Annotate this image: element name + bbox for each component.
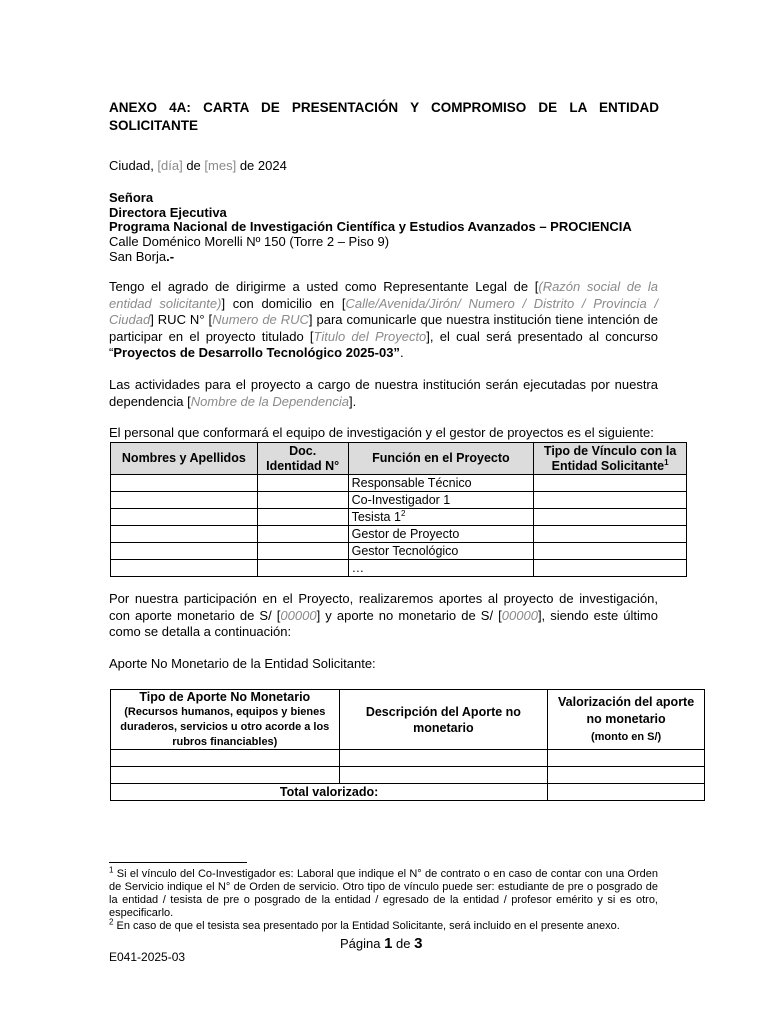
table-row	[111, 475, 687, 492]
header-contribution-type	[111, 690, 340, 750]
month-placeholder: [mes]	[204, 158, 237, 173]
project-title-placeholder: Titulo del Proyecto	[313, 328, 427, 344]
p2-text-2: ].	[348, 393, 357, 409]
p1-text-5: ], el cual será presentado al concurso “	[109, 328, 658, 360]
header-contribution-value-detail: (monto en S/)	[590, 730, 662, 743]
header-contribution-description: Descripción del Aporte no monetario	[339, 690, 548, 750]
recipient-district: San Borja	[109, 249, 167, 264]
role-cell: Co-Investigador 1	[348, 492, 534, 509]
role-cell: Tesista $1^2$	[348, 509, 534, 526]
monetary-amount-placeholder: 00000	[280, 607, 317, 623]
header-link-footnote-ref: 1	[664, 457, 669, 467]
header-role: Función en el Proyecto	[348, 443, 534, 475]
page-total: 3	[414, 935, 423, 952]
header-doc	[257, 443, 348, 475]
footnote-2-text: En caso de que el tesista sea presentado por la Entidad Solicitante, será incluido en el presente anexo.	[116, 920, 620, 932]
paragraph-representation	[109, 279, 658, 362]
footnote-separator	[109, 862, 247, 863]
contribution-table	[110, 689, 705, 801]
paragraph-non-monetary-intro: Aporte No Monetario de la Entidad Solicitante:	[109, 656, 376, 671]
date-prefix: Ciudad,	[109, 158, 158, 173]
table-row	[111, 492, 687, 509]
page-of: de	[392, 936, 415, 951]
team-table-header	[111, 443, 687, 475]
paragraph-contributions	[109, 591, 658, 641]
header-contribution-type-detail: (Recursos humanos, equipos y bienes duraderos, servicios u otro acorde a los rubros financiables)	[120, 706, 330, 748]
contribution-table-header	[111, 690, 705, 750]
document-code: E041-2025-03	[109, 950, 186, 964]
p1-text-3: ] RUC N° [	[150, 312, 213, 327]
recipient-block	[109, 191, 632, 265]
contest-name: Proyectos de Desarrollo Tecnológico 2025-03”	[113, 345, 400, 360]
p2-text-1: Las actividades para el proyecto a cargo de nuestra institución serán ejecutadas por nuestra dependencia [	[109, 377, 658, 409]
date-line	[109, 158, 287, 174]
title-line-1: ANEXO 4A: CARTA DE PRESENTACIÓN Y COMPROMISO DE LA ENTIDAD	[109, 100, 659, 115]
header-link-line1: Tipo de Vínculo con la	[543, 443, 677, 458]
page-current: 1	[384, 935, 393, 952]
non-monetary-amount-placeholder: 00000	[501, 607, 538, 623]
p1-text-1: Tengo el agrado de dirigirme a usted como Representante Legal de [	[109, 279, 539, 294]
recipient-address: Calle Doménico Morelli Nº 150 (Torre 2 – Piso 9)	[109, 233, 390, 249]
table-row	[111, 543, 687, 560]
total-label: Total valorizado:	[111, 784, 548, 801]
header-link-line2: Entidad Solicitante	[551, 458, 665, 473]
header-contribution-type-title: Tipo de Aporte No Monetario	[139, 690, 311, 704]
recipient-organization: Programa Nacional de Investigación Científica y Estudios Avanzados – PROCIENCIA	[109, 219, 632, 234]
table-row	[111, 560, 687, 577]
recipient-district-line	[109, 249, 632, 265]
header-contribution-value-title: Valorización del aporte no monetario	[558, 694, 695, 726]
table-row	[111, 526, 687, 543]
p4-text-3: ], siendo este último como se detalla a continuación:	[109, 607, 658, 639]
p1-text-4: ] para comunicarle que nuestra institución tiene intención de participar en el proyecto titulado [	[109, 312, 658, 344]
table-row	[111, 509, 687, 526]
p1-text-6: .	[399, 345, 404, 360]
title-line-2: SOLICITANTE	[109, 118, 198, 133]
paragraph-activities	[109, 377, 658, 410]
header-doc-line1: Doc.	[289, 443, 317, 458]
team-table	[110, 442, 687, 577]
table-row	[111, 750, 705, 767]
footnote-1-number: 1	[109, 865, 114, 875]
document-title	[109, 99, 659, 135]
footnote-1	[109, 865, 658, 920]
role-cell: Gestor de Proyecto	[348, 526, 534, 543]
address-placeholder: Calle/Avenida/Jirón/ Numero / Distrito / Provincia / Ciudad	[109, 295, 658, 327]
p4-text-2: ] y aporte no monetario de S/ [	[316, 607, 502, 623]
page-label: Página	[340, 936, 385, 951]
p4-text-1: Por nuestra participación en el Proyecto, realizaremos aportes al proyecto de investigación, con aporte monetario de S/ [	[109, 591, 658, 623]
recipient-salutation: Señora	[109, 190, 154, 205]
date-suffix: de 2024	[236, 158, 287, 173]
role-cell: …	[348, 560, 534, 577]
role-cell: Responsable Técnico	[348, 475, 534, 492]
p1-text-2: ] con domicilio en [	[221, 295, 346, 311]
header-contribution-value	[548, 690, 705, 750]
recipient-district-suffix: .-	[166, 249, 175, 264]
footnote-2-number: 2	[109, 917, 114, 927]
page-number	[340, 935, 422, 952]
ruc-placeholder: Numero de RUC	[212, 312, 309, 327]
total-value	[548, 784, 705, 801]
paragraph-team-intro: El personal que conformará el equipo de investigación y el gestor de proyectos es el siguiente:	[109, 425, 654, 440]
dependency-placeholder: Nombre de la Dependencia	[190, 393, 349, 409]
role-cell: Gestor Tecnológico	[348, 543, 534, 560]
header-link	[534, 443, 687, 475]
total-row	[111, 784, 705, 801]
entity-name-placeholder: (Razón social de la entidad solicitante)	[109, 279, 659, 311]
recipient-position: Directora Ejecutiva	[109, 204, 227, 220]
day-placeholder: [día]	[157, 158, 183, 173]
footnote-2	[109, 917, 658, 933]
header-names: Nombres y Apellidos	[111, 443, 258, 475]
date-mid: de	[182, 158, 205, 173]
footnote-1-text: Si el vínculo del Co-Investigador es: Laboral que indique el N° de contrato o en caso de contar con una Orden de Servicio indique el N° de Orden de servicio. Otro tipo de vínculo puede ser: estudiante de pre o posgrado de la entidad / tesista de pre o posgrado de la entidad / egresado de la entidad / profesor emérito y si es otro, especificarlo.	[109, 868, 658, 919]
table-row	[111, 767, 705, 784]
header-doc-line2: Identidad N°	[266, 458, 340, 473]
